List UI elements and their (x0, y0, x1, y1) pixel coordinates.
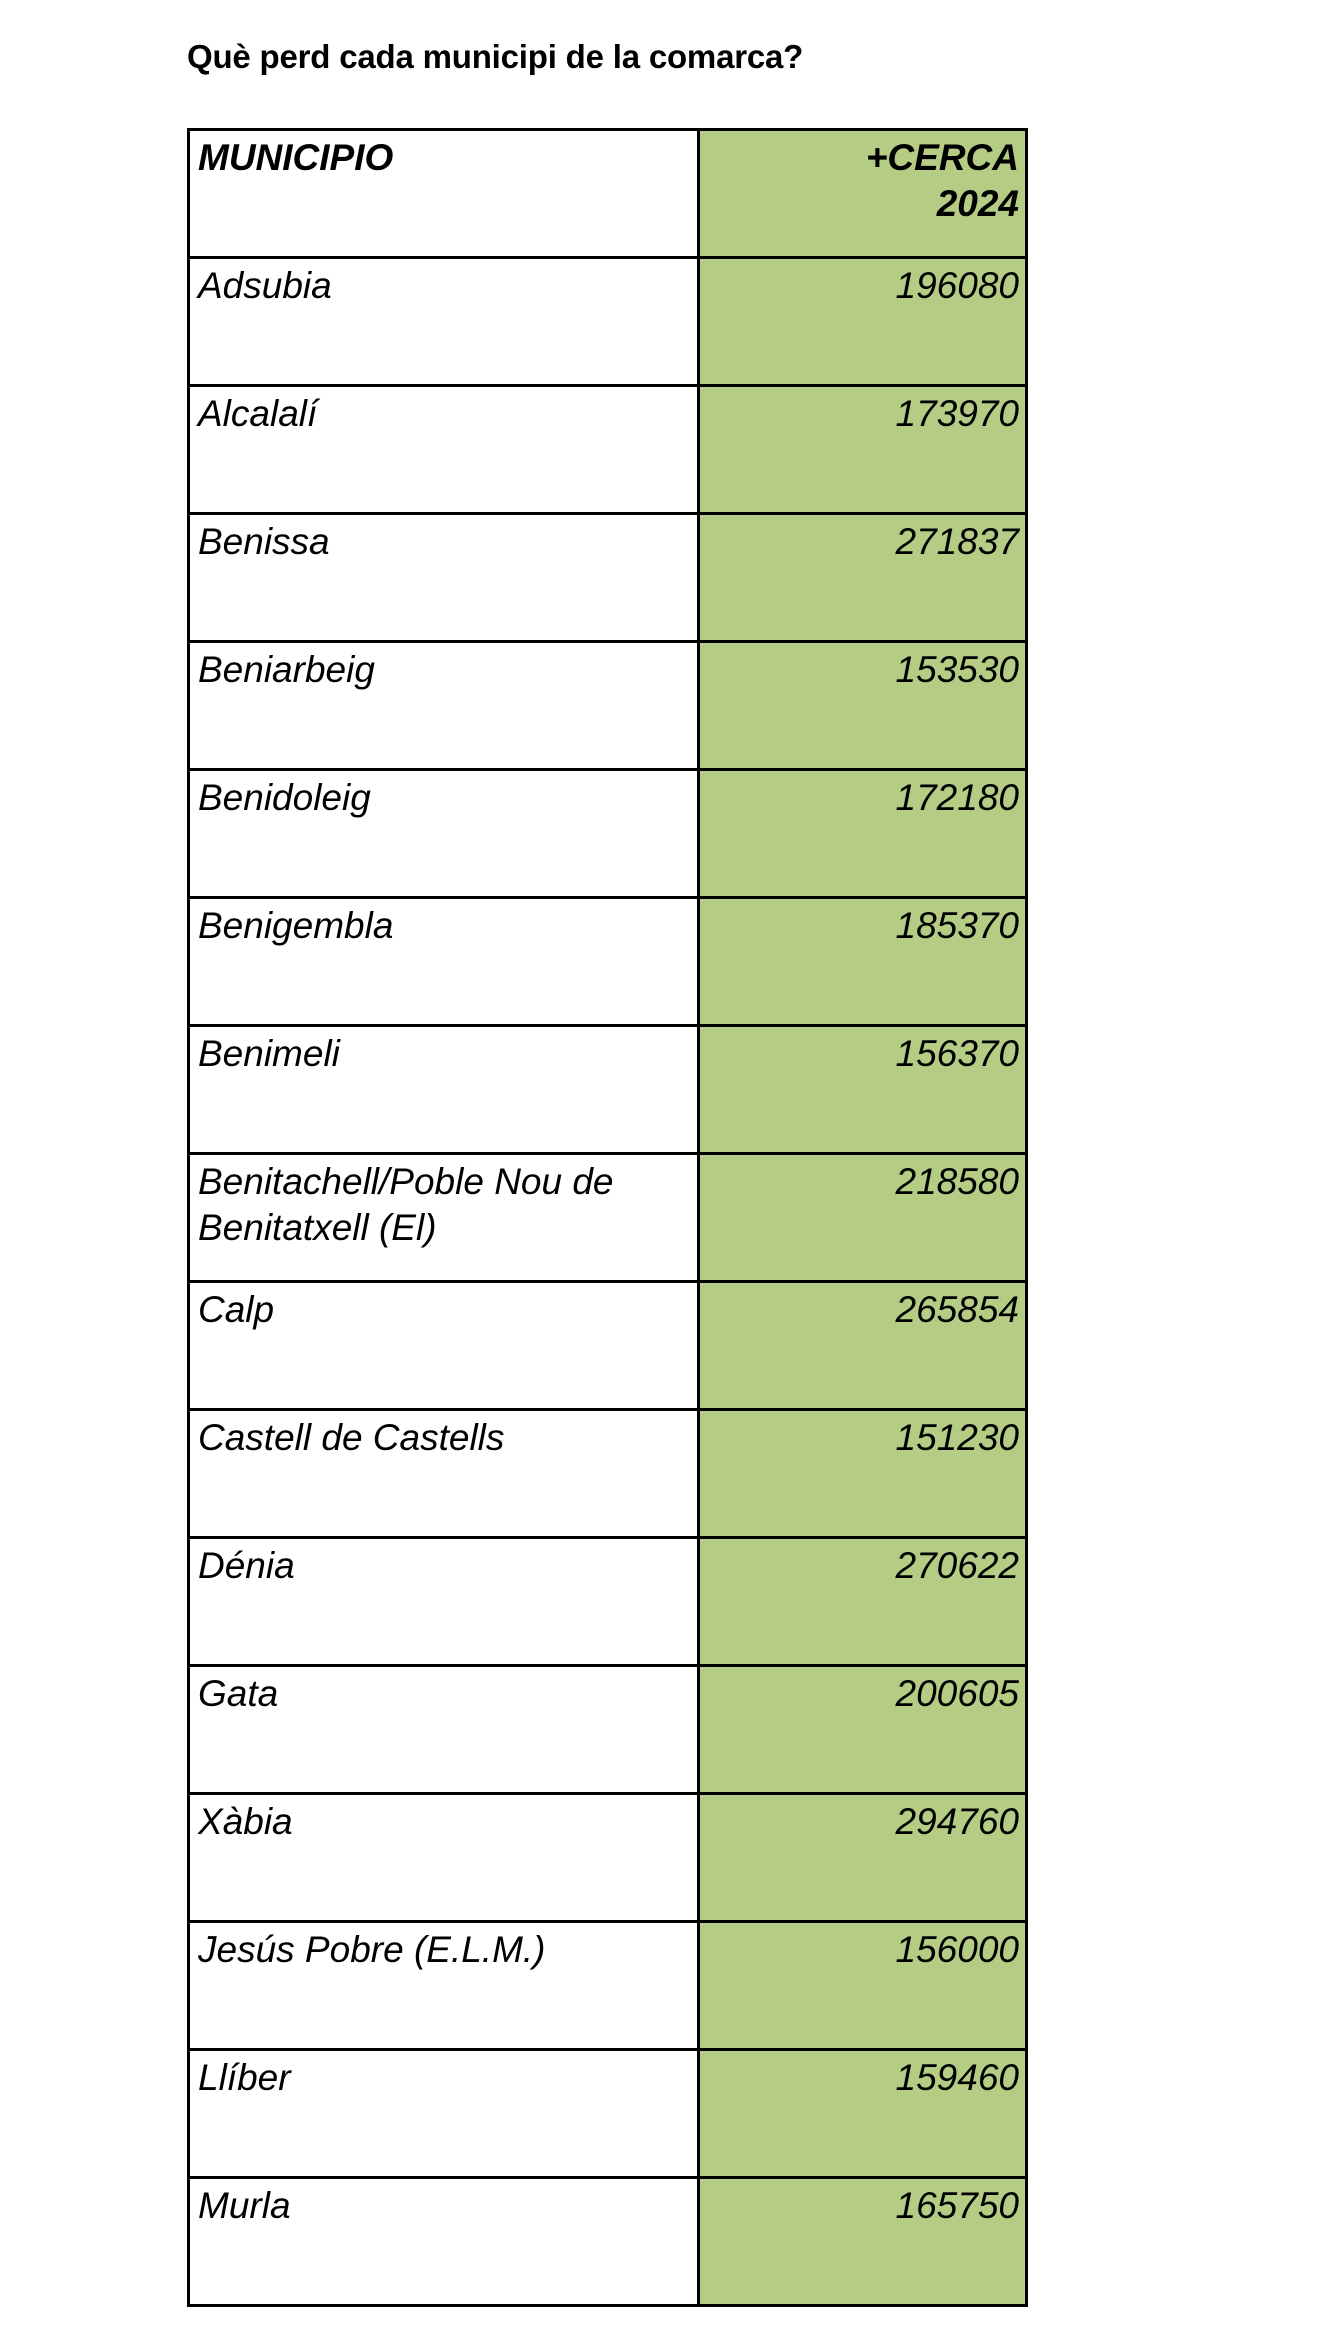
table-row (189, 898, 1027, 1026)
municipio-name: Calp (198, 1289, 275, 1330)
cell-municipio (189, 898, 699, 1026)
cell-municipio (189, 2178, 699, 2306)
table-row (189, 2178, 1027, 2306)
municipio-value: 196080 (895, 265, 1019, 306)
cell-value (699, 2178, 1027, 2306)
municipio-value: 271837 (895, 521, 1019, 562)
municipio-name: Adsubia (198, 265, 332, 306)
municipio-name: Benidoleig (198, 777, 371, 818)
cell-value (699, 1154, 1027, 1282)
municipio-value: 156000 (895, 1929, 1019, 1970)
table-row (189, 1794, 1027, 1922)
cell-municipio (189, 1026, 699, 1154)
header-value-line1: +CERCA (865, 137, 1019, 178)
cell-municipio (189, 386, 699, 514)
cell-municipio (189, 1666, 699, 1794)
cell-value (699, 1666, 1027, 1794)
cell-municipio (189, 1154, 699, 1282)
municipio-name: Dénia (198, 1545, 295, 1586)
table-row (189, 386, 1027, 514)
cell-value (699, 386, 1027, 514)
cell-value (699, 514, 1027, 642)
table-row (189, 770, 1027, 898)
municipio-name: Llíber (198, 2057, 291, 2098)
cell-municipio (189, 1922, 699, 2050)
header-municipio (189, 130, 699, 258)
table-row (189, 1410, 1027, 1538)
header-municipio-label: MUNICIPIO (198, 137, 394, 178)
municipio-value: 159460 (895, 2057, 1019, 2098)
municipio-name: Beniarbeig (198, 649, 375, 690)
table-row (189, 1154, 1027, 1282)
municipio-name: Castell de Castells (198, 1417, 505, 1458)
municipio-name: Benitachell/Poble Nou de Benitatxell (El) (198, 1161, 614, 1248)
cell-municipio (189, 258, 699, 386)
table-row (189, 1026, 1027, 1154)
municipio-value: 200605 (895, 1673, 1019, 1714)
municipio-name: Gata (198, 1673, 279, 1714)
municipio-value: 172180 (895, 777, 1019, 818)
header-value-label (700, 131, 1025, 227)
cell-value (699, 898, 1027, 1026)
municipio-name: Alcalalí (198, 393, 318, 434)
municipio-value: 156370 (895, 1033, 1019, 1074)
municipio-value: 151230 (895, 1417, 1019, 1458)
municipio-name: Benimeli (198, 1033, 340, 1074)
cell-municipio (189, 1410, 699, 1538)
cell-municipio (189, 1538, 699, 1666)
municipio-value: 270622 (895, 1545, 1019, 1586)
cell-value (699, 770, 1027, 898)
cell-municipio (189, 514, 699, 642)
cell-municipio (189, 1282, 699, 1410)
cell-value (699, 1026, 1027, 1154)
cell-value (699, 1282, 1027, 1410)
table-row (189, 2050, 1027, 2178)
municipio-value: 153530 (895, 649, 1019, 690)
table-row (189, 1666, 1027, 1794)
table-row (189, 1922, 1027, 2050)
table-row (189, 258, 1027, 386)
municipio-value: 185370 (895, 905, 1019, 946)
municipio-name: Benigembla (198, 905, 394, 946)
cell-municipio (189, 2050, 699, 2178)
table-header-row (189, 130, 1027, 258)
cell-value (699, 1538, 1027, 1666)
municipality-table (187, 128, 1028, 2307)
cell-value (699, 2050, 1027, 2178)
cell-value (699, 1794, 1027, 1922)
municipio-name: Benissa (198, 521, 330, 562)
table-row (189, 514, 1027, 642)
header-value (699, 130, 1027, 258)
municipio-value: 173970 (895, 393, 1019, 434)
cell-municipio (189, 1794, 699, 1922)
header-value-line2: 2024 (936, 183, 1019, 224)
municipio-value: 265854 (895, 1289, 1019, 1330)
municipio-name: Jesús Pobre (E.L.M.) (198, 1929, 546, 1970)
municipio-value: 218580 (895, 1161, 1019, 1202)
municipio-value: 165750 (895, 2185, 1019, 2226)
municipio-value: 294760 (895, 1801, 1019, 1842)
table-row (189, 1282, 1027, 1410)
page-title: Què perd cada municipi de la comarca? (187, 38, 804, 75)
municipio-name: Xàbia (198, 1801, 293, 1842)
table-row (189, 1538, 1027, 1666)
cell-value (699, 1410, 1027, 1538)
table-body (189, 258, 1027, 2306)
cell-value (699, 1922, 1027, 2050)
cell-municipio (189, 642, 699, 770)
municipio-name: Murla (198, 2185, 291, 2226)
cell-value (699, 258, 1027, 386)
cell-municipio (189, 770, 699, 898)
cell-value (699, 642, 1027, 770)
table-row (189, 642, 1027, 770)
